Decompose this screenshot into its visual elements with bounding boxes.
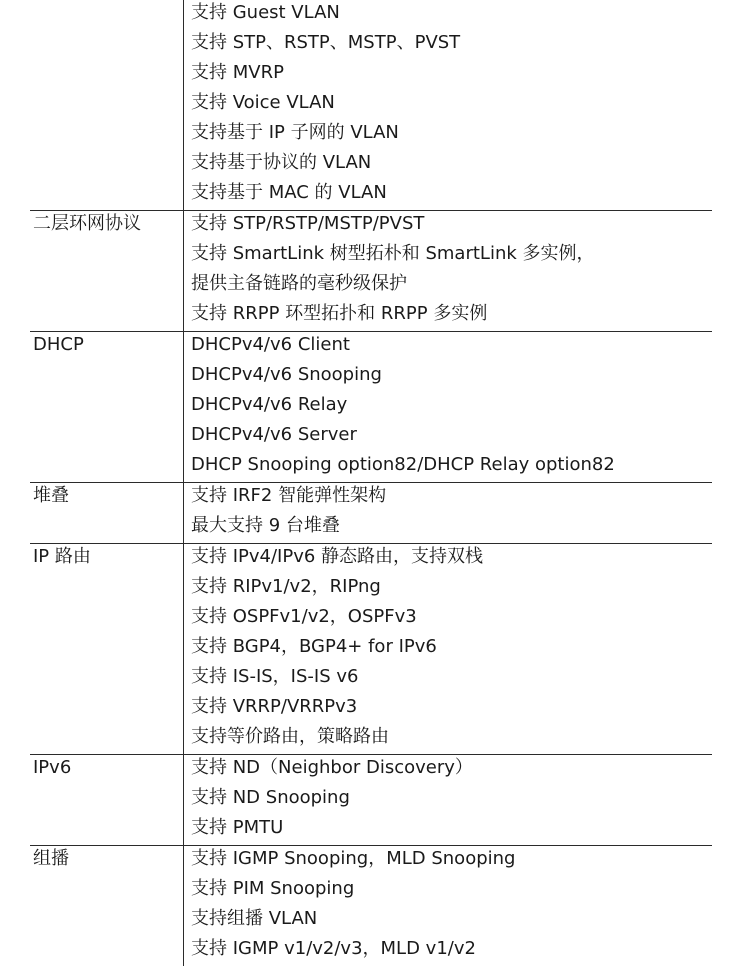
category-label: 堆叠 <box>33 485 69 506</box>
feature-line: 支持 SmartLink 树型拓朴和 SmartLink 多实例， <box>191 243 595 264</box>
feature-line: 支持等价路由，策略路由 <box>191 726 389 747</box>
feature-line: 支持 PMTU <box>191 817 284 838</box>
category-cell <box>30 846 184 966</box>
features-cell <box>184 0 712 210</box>
feature-line: DHCPv4/v6 Snooping <box>191 364 382 385</box>
feature-line: DHCPv4/v6 Client <box>191 334 350 355</box>
table-row <box>30 755 712 846</box>
feature-line: 支持 RRPP 环型拓扑和 RRPP 多实例 <box>191 303 488 324</box>
feature-line: 支持 IGMP Snooping，MLD Snooping <box>191 848 516 869</box>
feature-line: 支持 RIPv1/v2，RIPng <box>191 576 381 597</box>
feature-line: 支持 IGMP v1/v2/v3，MLD v1/v2 <box>191 938 476 959</box>
feature-line: DHCPv4/v6 Server <box>191 424 357 445</box>
feature-line: 最大支持 9 台堆叠 <box>191 515 340 536</box>
spec-table <box>30 0 712 966</box>
feature-line: 支持基于协议的 VLAN <box>191 152 372 173</box>
table-row <box>30 846 712 966</box>
feature-line: 支持 VRRP/VRRPv3 <box>191 696 358 717</box>
features-cell <box>184 483 712 543</box>
table-row <box>30 332 712 483</box>
table-row <box>30 483 712 544</box>
features-cell <box>184 544 712 754</box>
category-label: IP 路由 <box>33 546 91 567</box>
table-row <box>30 0 712 211</box>
category-cell <box>30 483 184 543</box>
feature-line: 支持 Guest VLAN <box>191 2 340 23</box>
feature-line: DHCP Snooping option82/DHCP Relay option82 <box>191 454 615 475</box>
category-cell <box>30 544 184 754</box>
features-cell <box>184 755 712 845</box>
features-cell <box>184 846 712 966</box>
table-row <box>30 544 712 755</box>
feature-line: 支持 MVRP <box>191 62 284 83</box>
feature-line: 支持 PIM Snooping <box>191 878 355 899</box>
feature-line: 支持 IPv4/IPv6 静态路由，支持双栈 <box>191 546 484 567</box>
category-label: DHCP <box>33 334 84 355</box>
category-label: 二层环网协议 <box>33 213 141 234</box>
feature-line: 支持 ND（Neighbor Discovery） <box>191 757 473 778</box>
features-cell <box>184 211 712 331</box>
feature-line: 支持 STP、RSTP、MSTP、PVST <box>191 32 461 53</box>
feature-line: 支持 IS-IS，IS-IS v6 <box>191 666 359 687</box>
category-cell <box>30 755 184 845</box>
feature-line: 提供主备链路的毫秒级保护 <box>191 273 407 294</box>
feature-line: 支持组播 VLAN <box>191 908 318 929</box>
category-label: 组播 <box>33 848 69 869</box>
category-label <box>33 0 183 30</box>
feature-line: 支持 Voice VLAN <box>191 92 335 113</box>
feature-line: 支持 ND Snooping <box>191 787 350 808</box>
feature-line: 支持 BGP4，BGP4+ for IPv6 <box>191 636 437 657</box>
features-cell <box>184 332 712 482</box>
feature-line: 支持基于 IP 子网的 VLAN <box>191 122 399 143</box>
feature-line: 支持 IRF2 智能弹性架构 <box>191 485 387 506</box>
feature-line: 支持 OSPFv1/v2，OSPFv3 <box>191 606 417 627</box>
feature-line: DHCPv4/v6 Relay <box>191 394 348 415</box>
feature-line: 支持 STP/RSTP/MSTP/PVST <box>191 213 425 234</box>
table-row <box>30 211 712 332</box>
category-cell <box>30 211 184 331</box>
category-cell <box>30 332 184 482</box>
category-cell <box>30 0 184 210</box>
category-label: IPv6 <box>33 757 72 778</box>
feature-line: 支持基于 MAC 的 VLAN <box>191 182 387 203</box>
